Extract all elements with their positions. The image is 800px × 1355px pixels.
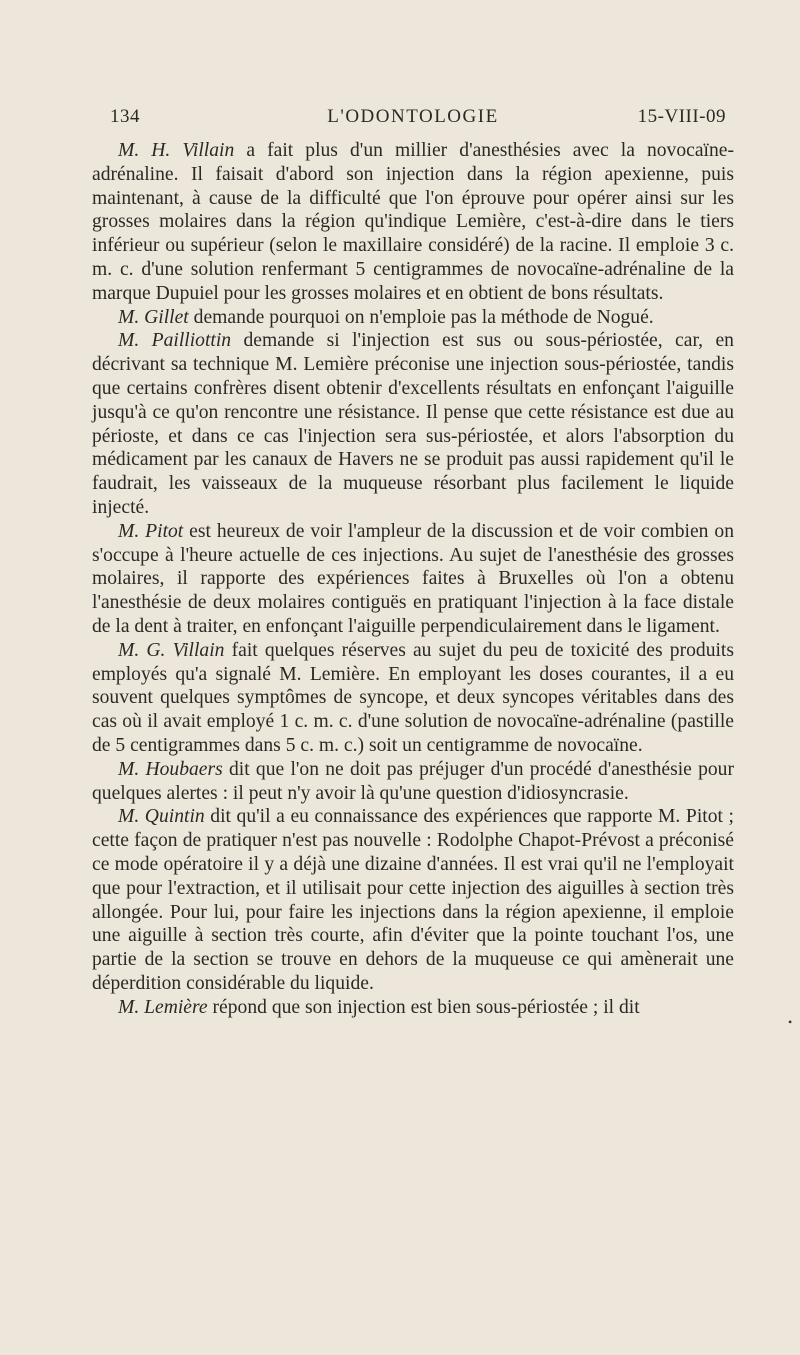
paragraph-quintin [92, 805, 734, 995]
page-number: 134 [110, 106, 140, 127]
paragraph-text: dit qu'il a eu connaissance des expériences que rapporte M. Pitot ; cette façon de pratiquer n'est pas nouvelle : Rodolphe Chapot-Prévost a préconisé ce mode opératoire il y a déjà une dizaine d'années. Il est vrai qu'il ne l'employait que pour l'extraction, et il utilisait pour cette injection des aiguilles à section très allongée. Pour lui, pour faire les injections dans la région apexienne, il emploie une aiguille à section très courte, afin d'éviter que la pointe touchant l'os, une partie de la section se trouve en dehors de la muqueuse ce qui amènerait une déperdition considérable du liquide. [92, 806, 734, 994]
issue-date: 15-VIII-09 [637, 106, 726, 127]
paragraph-gillet [92, 306, 734, 330]
speaker-name: M. Quintin [118, 806, 205, 828]
paragraph-text: répond que son injection est bien sous-périostée ; il dit [207, 996, 640, 1018]
speaker-name: M. Gillet [118, 306, 189, 328]
speaker-name: M. Houbaers [118, 758, 223, 780]
speaker-name: M. Pailliottin [118, 330, 232, 352]
running-head [92, 104, 734, 136]
paragraph-text: a fait plus d'un millier d'anesthésies avec la novocaïne-adrénaline. Il faisait d'abord son injection dans la région apexienne, puis maintenant, à cause de la difficulté que l'on éprouve pour opérer ainsi sur les grosses molaires dans la région qu'indique Lemière, c'est-à-dire dans le tiers inférieur ou supérieur (selon le maxillaire considéré) de la racine. Il emploie 3 c. m. c. d'une solution renfermant 5 centigrammes de novocaïne-adrénaline de la marque Dupuiel pour les grosses molaires et en obtient de bons résultats. [92, 140, 734, 304]
paragraph-text: fait quelques réserves au sujet du peu de toxicité des produits employés qu'a signalé M. Lemière. En employant les doses courantes, il a eu souvent quelques symptômes de syncope, et deux syncopes véritables dans des cas où il avait employé 1 c. m. c. d'une solution de novocaïne-adrénaline (pastille de 5 centigrammes dans 5 c. m. c.) soit un centigramme de novocaïne. [92, 639, 735, 756]
speaker-name: M. Pitot [118, 520, 184, 542]
paragraph-g-villain [92, 639, 734, 758]
paragraph-text: est heureux de voir l'ampleur de la discussion et de voir combien on s'occupe à l'heure actuelle de ces injections. Au sujet de l'anesthésie des grosses molaires, il rapporte des expériences faites à Bruxelles où l'on a obtenu l'anesthésie de deux molaires contiguës en pratiquant l'injection à la face distale de la dent à traiter, en enfonçant l'aiguille perpendiculairement dans le ligament. [92, 520, 734, 637]
paragraph-text: demande pourquoi on n'emploie pas la méthode de Nogué. [188, 306, 654, 328]
paragraph-text: demande si l'injection est sus ou sous-périostée, car, en décrivant sa technique M. Lemière préconise une injection sous-périostée, tandis que certains confrères disent obtenir d'excellents résultats en enfonçant l'aiguille jusqu'à ce qu'on rencontre une résistance. Il pense que cette résistance est due au périoste, et dans ce cas l'injection sera sus-périostée, et alors l'absorption du médicament par les canaux de Havers ne se produit pas aussi rapidement qu'il le faudrait, les vaisseaux de la muqueuse résorbant plus facilement le liquide injecté. [92, 330, 734, 518]
speaker-name: M. H. Villain [118, 140, 235, 161]
paragraph-h-villain [92, 139, 734, 306]
margin-dot-mark: • [788, 1015, 793, 1029]
paragraph-houbaers [92, 758, 734, 806]
journal-title: L'ODONTOLOGIE [327, 106, 499, 127]
speaker-name: M. Lemière [118, 996, 208, 1018]
paragraph-lemiere [92, 996, 734, 1020]
article-body [92, 139, 734, 1019]
paragraph-pailliottin [92, 329, 734, 519]
speaker-name: M. G. Villain [118, 639, 225, 661]
paragraph-text: dit que l'on ne doit pas préjuger d'un procédé d'anesthésie pour quelques alertes : il peut n'y avoir là qu'une question d'idiosyncrasie. [92, 758, 735, 804]
paragraph-pitot [92, 520, 734, 639]
